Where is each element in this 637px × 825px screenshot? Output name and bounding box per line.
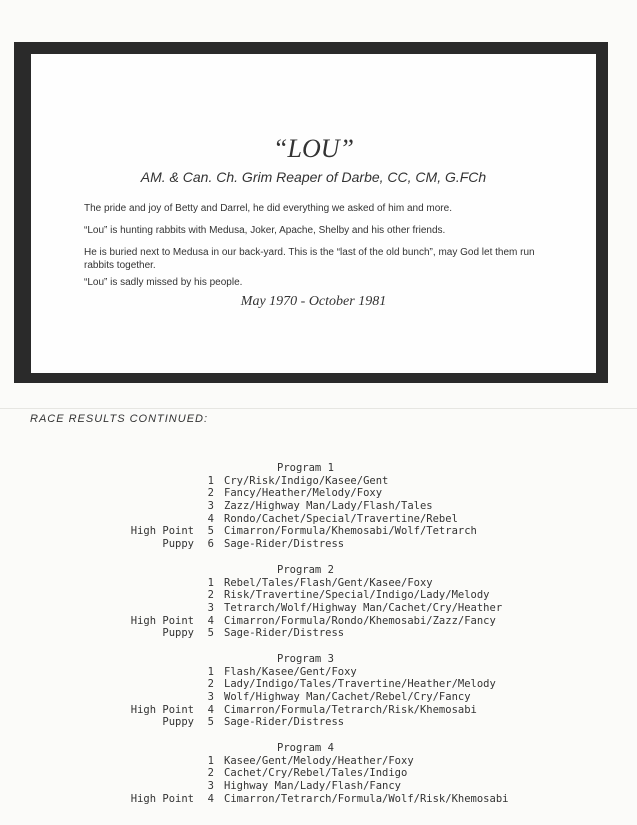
result-dogs: Sage-Rider/Distress — [224, 538, 345, 551]
result-place: 5 — [207, 716, 214, 729]
result-row — [0, 475, 637, 488]
result-row — [0, 627, 637, 640]
program-block — [0, 742, 637, 805]
result-dogs: Cimarron/Formula/Khemosabi/Wolf/Tetrarch — [224, 525, 477, 538]
result-row — [0, 691, 637, 704]
program-title: Program 3 — [277, 652, 334, 665]
memorial-dates: May 1970 - October 1981 — [240, 294, 387, 309]
result-row — [0, 500, 637, 513]
result-dogs: Cimarron/Tetrarch/Formula/Wolf/Risk/Khemosabi — [224, 792, 509, 805]
result-place: 3 — [207, 691, 214, 703]
program-title: Program 2 — [277, 563, 334, 576]
memorial-subtitle: AM. & Can. Ch. Grim Reaper of Darbe, CC, CM, G.FCh — [140, 169, 487, 185]
memorial-title: “LOU” — [273, 134, 354, 163]
result-label — [0, 602, 194, 615]
result-label: Puppy — [162, 538, 194, 551]
program-title: Program 1 — [277, 462, 334, 474]
result-label: Puppy — [162, 627, 194, 640]
result-place: 6 — [207, 538, 214, 551]
result-dogs: Cachet/Cry/Rebel/Tales/Indigo — [224, 767, 408, 780]
result-row — [0, 793, 637, 806]
result-label — [0, 475, 194, 488]
result-dogs: Rondo/Cachet/Special/Travertine/Rebel — [224, 512, 458, 525]
result-label — [0, 780, 194, 793]
result-label — [0, 500, 194, 513]
memorial-paragraph-3: He is buried next to Medusa in our back-yard. This is the “last of the old bunch”, may God let them run rabbits together. — [84, 247, 535, 271]
result-place: 1 — [207, 474, 214, 487]
result-label — [0, 589, 194, 602]
result-row — [0, 716, 637, 729]
result-place: 1 — [207, 576, 214, 589]
result-place: 3 — [207, 780, 214, 793]
result-place: 4 — [207, 792, 214, 805]
result-row — [0, 577, 637, 590]
memorial-paragraph-4: “Lou” is sadly missed by his people. — [84, 277, 243, 288]
race-results-list — [0, 462, 637, 819]
result-place: 1 — [207, 754, 214, 767]
result-place: 3 — [207, 601, 214, 614]
result-row — [0, 780, 637, 793]
result-label — [0, 577, 194, 590]
result-label: High Point — [130, 792, 194, 805]
result-dogs: Sage-Rider/Distress — [224, 627, 345, 640]
result-place: 2 — [207, 487, 214, 500]
result-dogs: Fancy/Heather/Melody/Foxy — [224, 487, 383, 500]
result-dogs: Lady/Indigo/Tales/Travertine/Heather/Melody — [224, 678, 496, 691]
memorial-paragraph-2: “Lou” is hunting rabbits with Medusa, Joker, Apache, Shelby and his other friends. — [84, 225, 446, 236]
result-dogs: Cimarron/Formula/Rondo/Khemosabi/Zazz/Fancy — [224, 614, 496, 627]
result-dogs: Risk/Travertine/Special/Indigo/Lady/Melody — [224, 589, 490, 602]
result-row — [0, 589, 637, 602]
result-place: 2 — [207, 589, 214, 602]
result-row — [0, 525, 637, 538]
result-row — [0, 538, 637, 551]
memorial-box — [14, 42, 608, 383]
result-place: 5 — [207, 627, 214, 640]
result-row — [0, 755, 637, 768]
result-place: 2 — [207, 767, 214, 780]
program-block — [0, 462, 637, 551]
result-dogs: Flash/Kasee/Gent/Foxy — [224, 665, 357, 678]
result-label: High Point — [130, 614, 194, 627]
result-row — [0, 487, 637, 500]
result-place: 4 — [207, 614, 214, 627]
result-dogs: Cry/Risk/Indigo/Kasee/Gent — [224, 474, 389, 487]
result-dogs: Highway Man/Lady/Flash/Fancy — [224, 780, 402, 793]
result-place: 5 — [207, 525, 214, 538]
result-label — [0, 755, 194, 768]
result-place: 4 — [207, 512, 214, 525]
result-dogs: Wolf/Highway Man/Cachet/Rebel/Cry/Fancy — [224, 691, 471, 703]
result-label — [0, 513, 194, 526]
result-row — [0, 602, 637, 615]
result-row — [0, 678, 637, 691]
result-row — [0, 513, 637, 526]
race-results-heading: RACE RESULTS CONTINUED: — [30, 413, 209, 425]
result-label — [0, 666, 194, 679]
result-dogs: Rebel/Tales/Flash/Gent/Kasee/Foxy — [224, 576, 433, 589]
result-place: 1 — [207, 665, 214, 678]
result-row — [0, 615, 637, 628]
result-place: 3 — [207, 500, 214, 513]
result-dogs: Sage-Rider/Distress — [224, 716, 345, 729]
result-label — [0, 767, 194, 780]
result-row — [0, 666, 637, 679]
result-dogs: Cimarron/Formula/Tetrarch/Risk/Khemosabi — [224, 703, 477, 716]
result-place: 4 — [207, 703, 214, 716]
result-dogs: Tetrarch/Wolf/Highway Man/Cachet/Cry/Heather — [224, 601, 503, 614]
memorial-paragraph-1: The pride and joy of Betty and Darrel, he did everything we asked of him and more. — [84, 203, 452, 214]
result-label — [0, 678, 194, 691]
result-label: High Point — [130, 703, 194, 716]
result-place: 2 — [207, 678, 214, 691]
result-label: Puppy — [162, 716, 194, 729]
program-title: Program 4 — [277, 742, 334, 755]
program-block — [0, 653, 637, 729]
result-dogs: Zazz/Highway Man/Lady/Flash/Tales — [224, 500, 433, 513]
memorial-card — [31, 54, 596, 373]
result-label — [0, 487, 194, 500]
result-row — [0, 704, 637, 717]
result-label — [0, 691, 194, 704]
section-divider — [0, 408, 637, 409]
result-dogs: Kasee/Gent/Melody/Heather/Foxy — [224, 754, 414, 767]
result-row — [0, 767, 637, 780]
program-block — [0, 564, 637, 640]
result-label: High Point — [130, 525, 194, 538]
